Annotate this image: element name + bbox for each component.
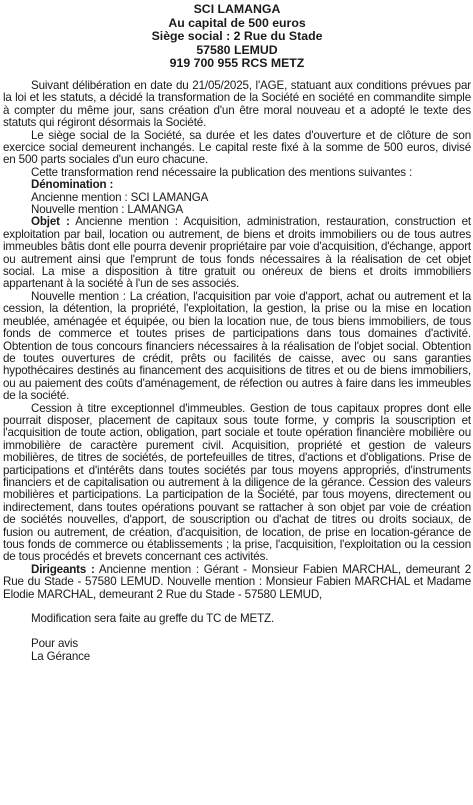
dirigeants-paragraph <box>3 564 471 601</box>
objet-label: Objet : <box>31 215 70 229</box>
paragraph-deliberation: Suivant délibération en date du 21/05/2025, l'AGE, statuant aux conditions prévues par la loi et les statuts, a décidé la transformation de la Société en société en commandite simple à compter du même jour, sans création d'un être moral nouveau et a adopté le texte des statuts qui régiront désormais la Société. <box>3 78 471 130</box>
denomination-label: Dénomination : <box>31 178 114 192</box>
dirigeants-text: Ancienne mention : Gérant - Monsieur Fabien MARCHAL, demeurant 2 Rue du Stade - 57580 LEMUD. Nouvelle mention : Monsieur Fabien MARCHAL et Madame Elodie MARCHAL, demeurant 2 Rue du Stade - 57580 LEMUD, <box>3 562 471 601</box>
dirigeants-label: Dirigeants : <box>31 562 95 576</box>
modification-line: Modification sera faite au greffe du TC de METZ. <box>31 612 275 626</box>
denomination-new: Nouvelle mention : LAMANGA <box>31 203 184 217</box>
capital-line: Au capital de 500 euros <box>168 15 306 30</box>
denomination-old: Ancienne mention : SCI LAMANGA <box>31 190 209 204</box>
objet-cession-paragraph: Cession à titre exceptionnel d'immeubles. Gestion de tous capitaux propres dont elle pourrait disposer, placement de capitaux sous toute forme, y compris la souscription et l'acquisition de toute action, obligation, part sociale et toute opération financière mobilière ou immobilière de caractère purement civil. Acquisition, propriété et gestion de valeurs mobilières, de titres de sociétés, de portefeuilles de titres, d'actions et d'obligations. Prise de participations et d'intérêts dans toutes sociétés par tous moyens appropriés, d'instruments financiers et de capitalisation ou autrement à la diligence de la gérance. Cession des valeurs mobilières et participations. La participation de la Société, par tous moyens, directement ou indirectement, dans toutes opérations pouvant se rattacher à son objet par voie de création de sociétés nouvelles, d'apport, de souscription ou d'achat de titres ou droits sociaux, de fusion ou autrement, de création, d'acquisition, de location, de prise en location-gérance de tous fonds de commerce ou établissements ; la prise, l'acquisition, l'exploitation ou la cession de tous procédés et brevets concernant ces activités. <box>3 401 471 564</box>
objet-new-paragraph: Nouvelle mention : La création, l'acquisition par voie d'apport, achat ou autrement et la cession, la détention, la propriété, l'exploitation, la gestion, la prise ou la mise en location meublée, aménagée et équipée, ou bien la location nue, de tous biens immobiliers, de tous fonds de commerce et toutes prises de participations dans tous domaines d'activité. Obtention de tous concours financiers nécessaires à la réalisation de l'objet social. Obtention de toutes ouvertures de crédit, prêts ou facilités de caisse, avec ou sans garanties hypothécaires destinés au financement des acquisitions de titres et ou de biens immobiliers, ou au paiement des coûts d'aménagement, de réfection ou autres à faire dans les immeubles de la société. <box>3 289 471 403</box>
objet-old-text: Ancienne mention : Acquisition, administration, restauration, construction et exploitation par bail, location ou autrement, de biens et droits immobiliers ou de tous autres immeubles bâtis dont elle pourra devenir propriétaire par voie d'acquisition, d'échange, apport ou autrement ainsi que l'emprunt de tous fonds nécessaires à la réalisation de cet objet social. La mise a disposition à titre gratuit ou onéreux de biens et droits immobiliers appartenant à la société à l'un de ses associés. <box>3 215 471 291</box>
objet-old-paragraph <box>3 216 471 290</box>
closing-pour-avis: Pour avis <box>31 637 78 651</box>
closing-signature: La Gérance <box>31 649 91 663</box>
paragraph-publication-intro: Cette transformation rend nécessaire la publication des mentions suivantes : <box>31 165 413 179</box>
registered-office-line: Siège social : 2 Rue du Stade <box>151 29 323 44</box>
paragraph-registered-office: Le siège social de la Société, sa durée et les dates d'ouverture et de clôture de son exercice social demeurent inchangés. Le capital reste fixé à la somme de 500 euros, divisé en 500 parts sociales d'un euro chacune. <box>3 128 471 167</box>
notice-header <box>3 3 471 71</box>
postal-code-city-line: 57580 LEMUD <box>196 42 278 57</box>
company-name: SCI LAMANGA <box>193 2 281 16</box>
rcs-number-line: 919 700 955 RCS METZ <box>169 56 305 71</box>
